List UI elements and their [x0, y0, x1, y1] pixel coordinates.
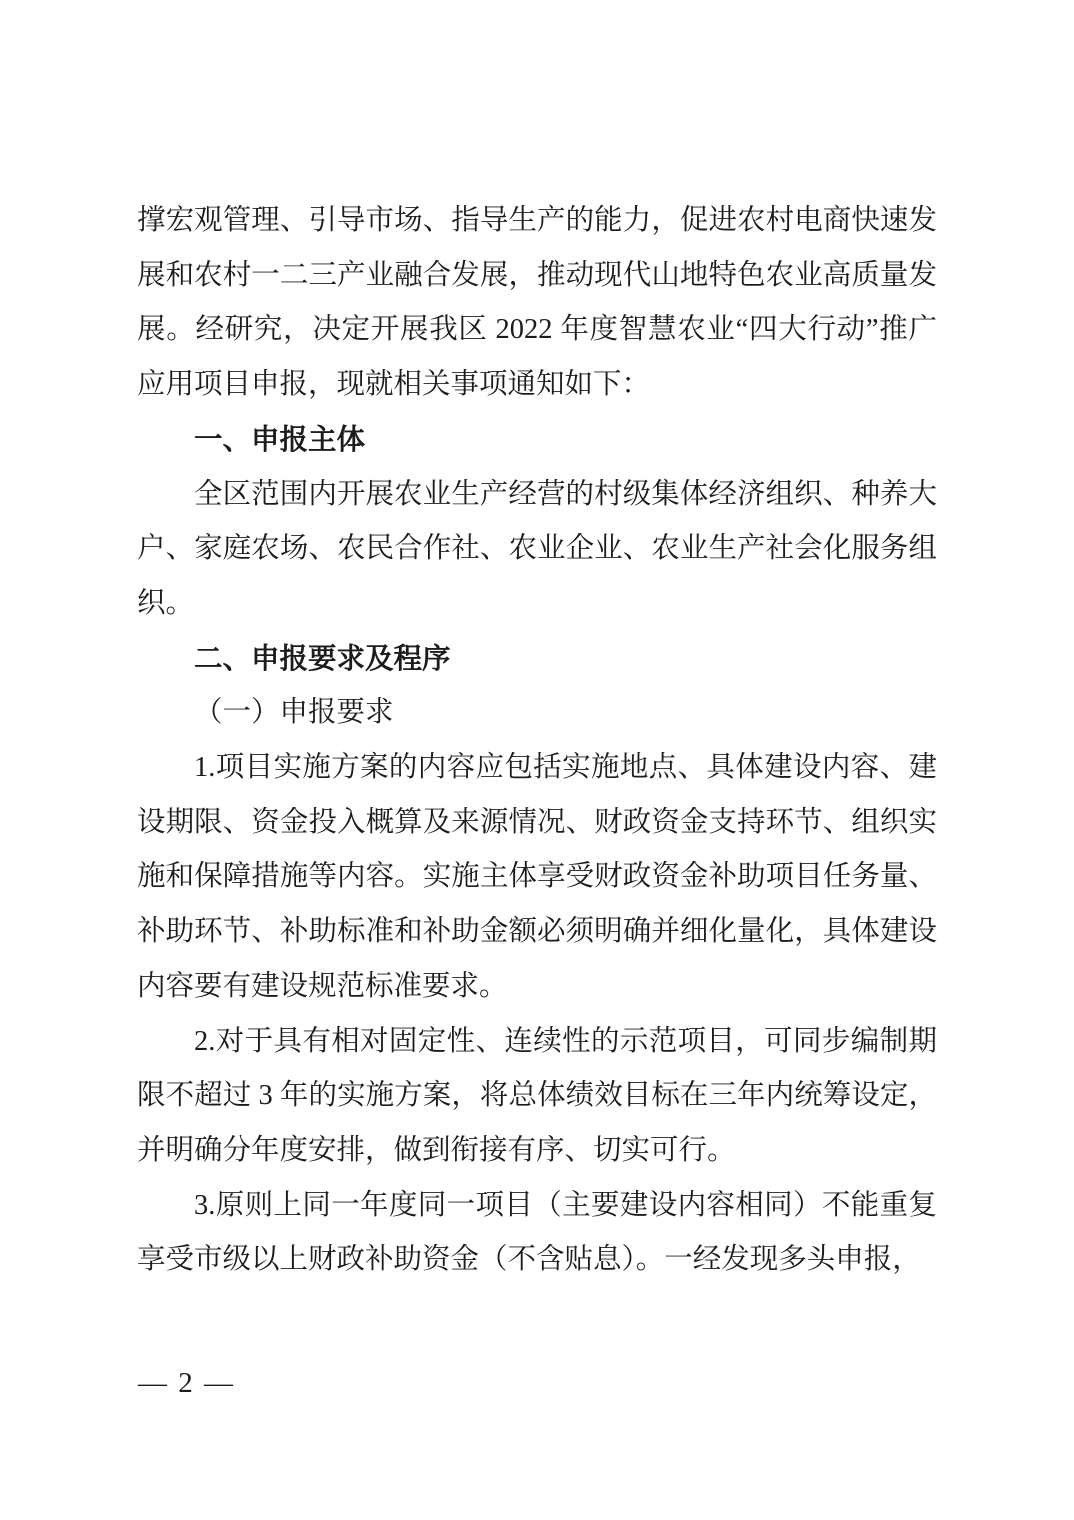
paragraph-requirement-3: 3.原则上同一年度同一项目（主要建设内容相同）不能重复享受市级以上财政补助资金（不含贴息）。一经发现多头申报， — [137, 1189, 937, 1276]
section-heading-requirements-and-procedure: 二、申报要求及程序 — [194, 642, 451, 675]
subsection-heading-application-requirements: （一）申报要求 — [194, 697, 394, 729]
paragraph-intro-continuation: 撑宏观管理、引导市场、指导生产的能力，促进农村电商快速发展和农村一二三产业融合发展，推动现代山地特色农业高质量发展。经研究，决定开展我区 2022 年度智慧农业“四大行动”推广应用项目申报，现就相关事项通知如下： — [137, 205, 937, 401]
paragraph-requirement-1: 1.项目实施方案的内容应包括实施地点、具体建设内容、建设期限、资金投入概算及来源情况、财政资金支持环节、组织实施和保障措施等内容。实施主体享受财政资金补助项目任务量、补助环节、补助标准和补助金额必须明确并细化量化，具体建设内容要有建设规范标准要求。 — [137, 752, 937, 1002]
section-heading-application-subjects: 一、申报主体 — [194, 423, 366, 456]
paragraph-application-subjects: 全区范围内开展农业生产经营的村级集体经济组织、种养大户、家庭农场、农民合作社、农业企业、农业生产社会化服务组织。 — [137, 478, 937, 619]
page-number-label: — 2 — — [138, 1367, 235, 1399]
paragraph-requirement-2: 2.对于具有相对固定性、连续性的示范项目，可同步编制期限不超过 3 年的实施方案，将总体绩效目标在三年内统筹设定，并明确分年度安排，做到衔接有序、切实可行。 — [137, 1025, 937, 1166]
document-body — [137, 194, 937, 1288]
page-number — [138, 1366, 235, 1401]
